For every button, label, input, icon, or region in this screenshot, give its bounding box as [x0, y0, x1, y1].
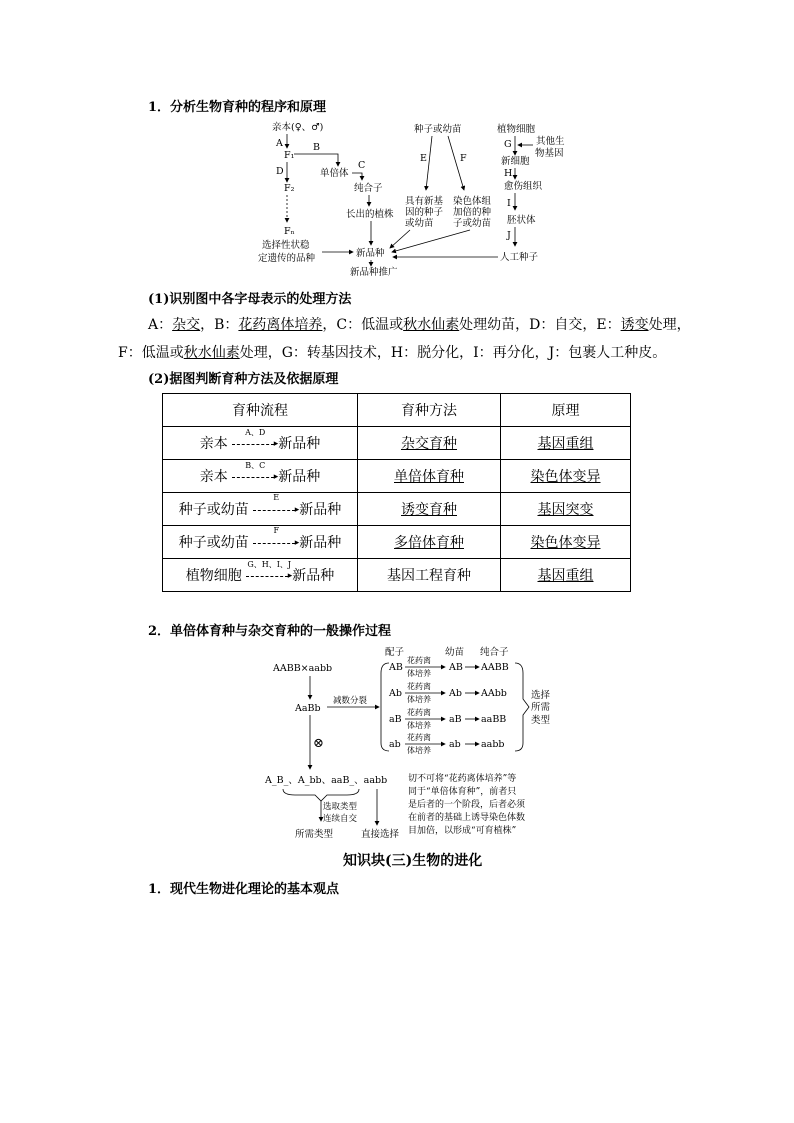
- table-header: 育种方法: [358, 394, 501, 427]
- svg-text:其他生: 其他生: [536, 136, 565, 147]
- svg-text:减数分裂: 减数分裂: [333, 696, 368, 706]
- table-row: 种子或幼苗 F ▸ 新品种 多倍体育种 染色体变异: [163, 526, 631, 559]
- svg-text:ab: ab: [449, 739, 461, 750]
- table-row: 种子或幼苗 E ▸ 新品种 诱变育种 基因突变: [163, 493, 631, 526]
- svg-text:配子: 配子: [385, 647, 405, 658]
- q1-title: (1)识别图中各字母表示的处理方法: [148, 292, 352, 307]
- svg-text:A_B_、A_bb、aaB_、aabb: A_B_、A_bb、aaB_、aabb: [265, 775, 388, 786]
- svg-text:F₁: F₁: [284, 150, 295, 161]
- haploid-label: 单倍体: [320, 168, 349, 179]
- svg-text:AB: AB: [449, 662, 463, 673]
- svg-text:ab: ab: [389, 739, 401, 750]
- svg-text:纯合子: 纯合子: [354, 183, 383, 194]
- svg-text:目加倍，以形成“可育植株”: 目加倍，以形成“可育植株”: [408, 826, 517, 836]
- svg-text:切不可将“花药离体培养”等: 切不可将“花药离体培养”等: [408, 774, 517, 784]
- svg-text:B: B: [313, 142, 320, 153]
- svg-text:AABB: AABB: [481, 662, 509, 673]
- table-row: 亲本 B、C ▸ 新品种 单倍体育种 染色体变异: [163, 460, 631, 493]
- section3-heading: 1．现代生物进化理论的基本观点: [148, 882, 340, 897]
- new-variety-label: 新品种: [356, 248, 385, 259]
- svg-text:J: J: [507, 230, 511, 241]
- svg-text:体培养: 体培养: [407, 746, 431, 755]
- haploid-breeding-diagram: [255, 643, 585, 843]
- svg-text:纯合子: 纯合子: [480, 647, 509, 658]
- table-header: 原理: [501, 394, 631, 427]
- svg-text:人工种子: 人工种子: [500, 252, 539, 263]
- svg-text:花药离: 花药离: [407, 733, 431, 742]
- parent-label: 亲本(♀、♂): [272, 122, 324, 133]
- svg-text:胚状体: 胚状体: [507, 215, 536, 226]
- svg-text:因的种子: 因的种子: [405, 207, 444, 218]
- section1-heading: 1．分析生物育种的程序和原理: [148, 100, 327, 115]
- svg-text:具有新基: 具有新基: [405, 196, 444, 207]
- svg-text:在前者的基础上诱导染色体数: 在前者的基础上诱导染色体数: [408, 813, 526, 823]
- table-row: 植物细胞 G、H、I、J ▸ 新品种 基因工程育种 基因重组: [163, 559, 631, 592]
- svg-text:长出的植株: 长出的植株: [346, 209, 394, 220]
- svg-text:F: F: [460, 153, 467, 164]
- svg-text:C: C: [358, 160, 366, 171]
- section2-heading: 2．单倍体育种与杂交育种的一般操作过程: [148, 624, 392, 639]
- svg-text:类型: 类型: [531, 715, 551, 726]
- svg-text:花药离: 花药离: [407, 682, 431, 691]
- svg-text:是后者的一个阶段，后者必须: 是后者的一个阶段，后者必须: [408, 800, 526, 810]
- svg-text:aB: aB: [449, 714, 462, 725]
- svg-text:物基因: 物基因: [535, 148, 564, 159]
- svg-text:D: D: [276, 166, 284, 177]
- svg-text:aabb: aabb: [481, 739, 505, 750]
- svg-text:aaBB: aaBB: [481, 714, 507, 725]
- svg-text:花药离: 花药离: [407, 708, 431, 717]
- section3-title: 知识块(三)生物的进化: [343, 853, 483, 869]
- svg-text:新品种推广: 新品种推广: [350, 267, 398, 278]
- svg-text:花药离: 花药离: [407, 656, 431, 665]
- svg-text:Fₙ: Fₙ: [284, 226, 295, 237]
- svg-text:所需: 所需: [531, 702, 551, 713]
- svg-text:体培养: 体培养: [407, 721, 431, 730]
- svg-text:直接选择: 直接选择: [361, 829, 400, 840]
- svg-text:所需类型: 所需类型: [295, 829, 334, 840]
- svg-text:G: G: [504, 139, 512, 150]
- q1-line1: A：杂交，B：花药离体培养，C：低温或秋水仙素处理幼苗，D：自交，E：诱变处理，: [148, 317, 691, 333]
- svg-text:AABB×aabb: AABB×aabb: [273, 663, 333, 674]
- svg-text:Ab: Ab: [389, 688, 402, 699]
- svg-text:体培养: 体培养: [407, 695, 431, 704]
- svg-text:定遗传的品种: 定遗传的品种: [258, 253, 316, 264]
- table-row: 亲本 A、D ▸ 新品种 杂交育种 基因重组: [163, 427, 631, 460]
- svg-text:子或幼苗: 子或幼苗: [453, 218, 492, 229]
- svg-text:加倍的种: 加倍的种: [453, 207, 492, 218]
- svg-text:E: E: [420, 153, 427, 164]
- svg-text:同于“单倍体育种”，前者只: 同于“单倍体育种”，前者只: [408, 787, 517, 797]
- svg-text:AB: AB: [389, 662, 403, 673]
- svg-text:aB: aB: [389, 714, 402, 725]
- svg-text:AAbb: AAbb: [481, 688, 507, 699]
- svg-text:I: I: [507, 198, 511, 209]
- svg-text:或幼苗: 或幼苗: [405, 218, 434, 229]
- svg-text:⊗: ⊗: [313, 736, 324, 751]
- svg-text:染色体组: 染色体组: [453, 196, 492, 207]
- breeding-table: [162, 393, 631, 592]
- svg-text:选择性状稳: 选择性状稳: [262, 240, 310, 251]
- svg-text:连续自交: 连续自交: [323, 814, 358, 824]
- svg-text:选择: 选择: [531, 690, 551, 701]
- svg-text:AaBb: AaBb: [295, 703, 321, 714]
- q1-line2: F：低温或秋水仙素处理，G：转基因技术，H：脱分化，I：再分化，J：包裹人工种皮。: [118, 345, 667, 361]
- svg-text:H: H: [504, 168, 513, 179]
- svg-text:愈伤组织: 愈伤组织: [504, 181, 543, 192]
- table-header: 育种流程: [163, 394, 358, 427]
- svg-text:A: A: [276, 138, 283, 149]
- breeding-diagram: [250, 118, 565, 280]
- seed-label: 种子或幼苗: [414, 124, 462, 135]
- svg-text:Ab: Ab: [449, 688, 462, 699]
- q2-title: (2)据图判断育种方法及依据原理: [148, 372, 339, 387]
- svg-text:幼苗: 幼苗: [445, 647, 465, 658]
- svg-text:新细胞: 新细胞: [501, 156, 530, 167]
- svg-text:体培养: 体培养: [407, 669, 431, 678]
- svg-text:选取类型: 选取类型: [323, 802, 358, 812]
- plant-cell-label: 植物细胞: [497, 124, 536, 135]
- svg-text:F₂: F₂: [284, 183, 295, 194]
